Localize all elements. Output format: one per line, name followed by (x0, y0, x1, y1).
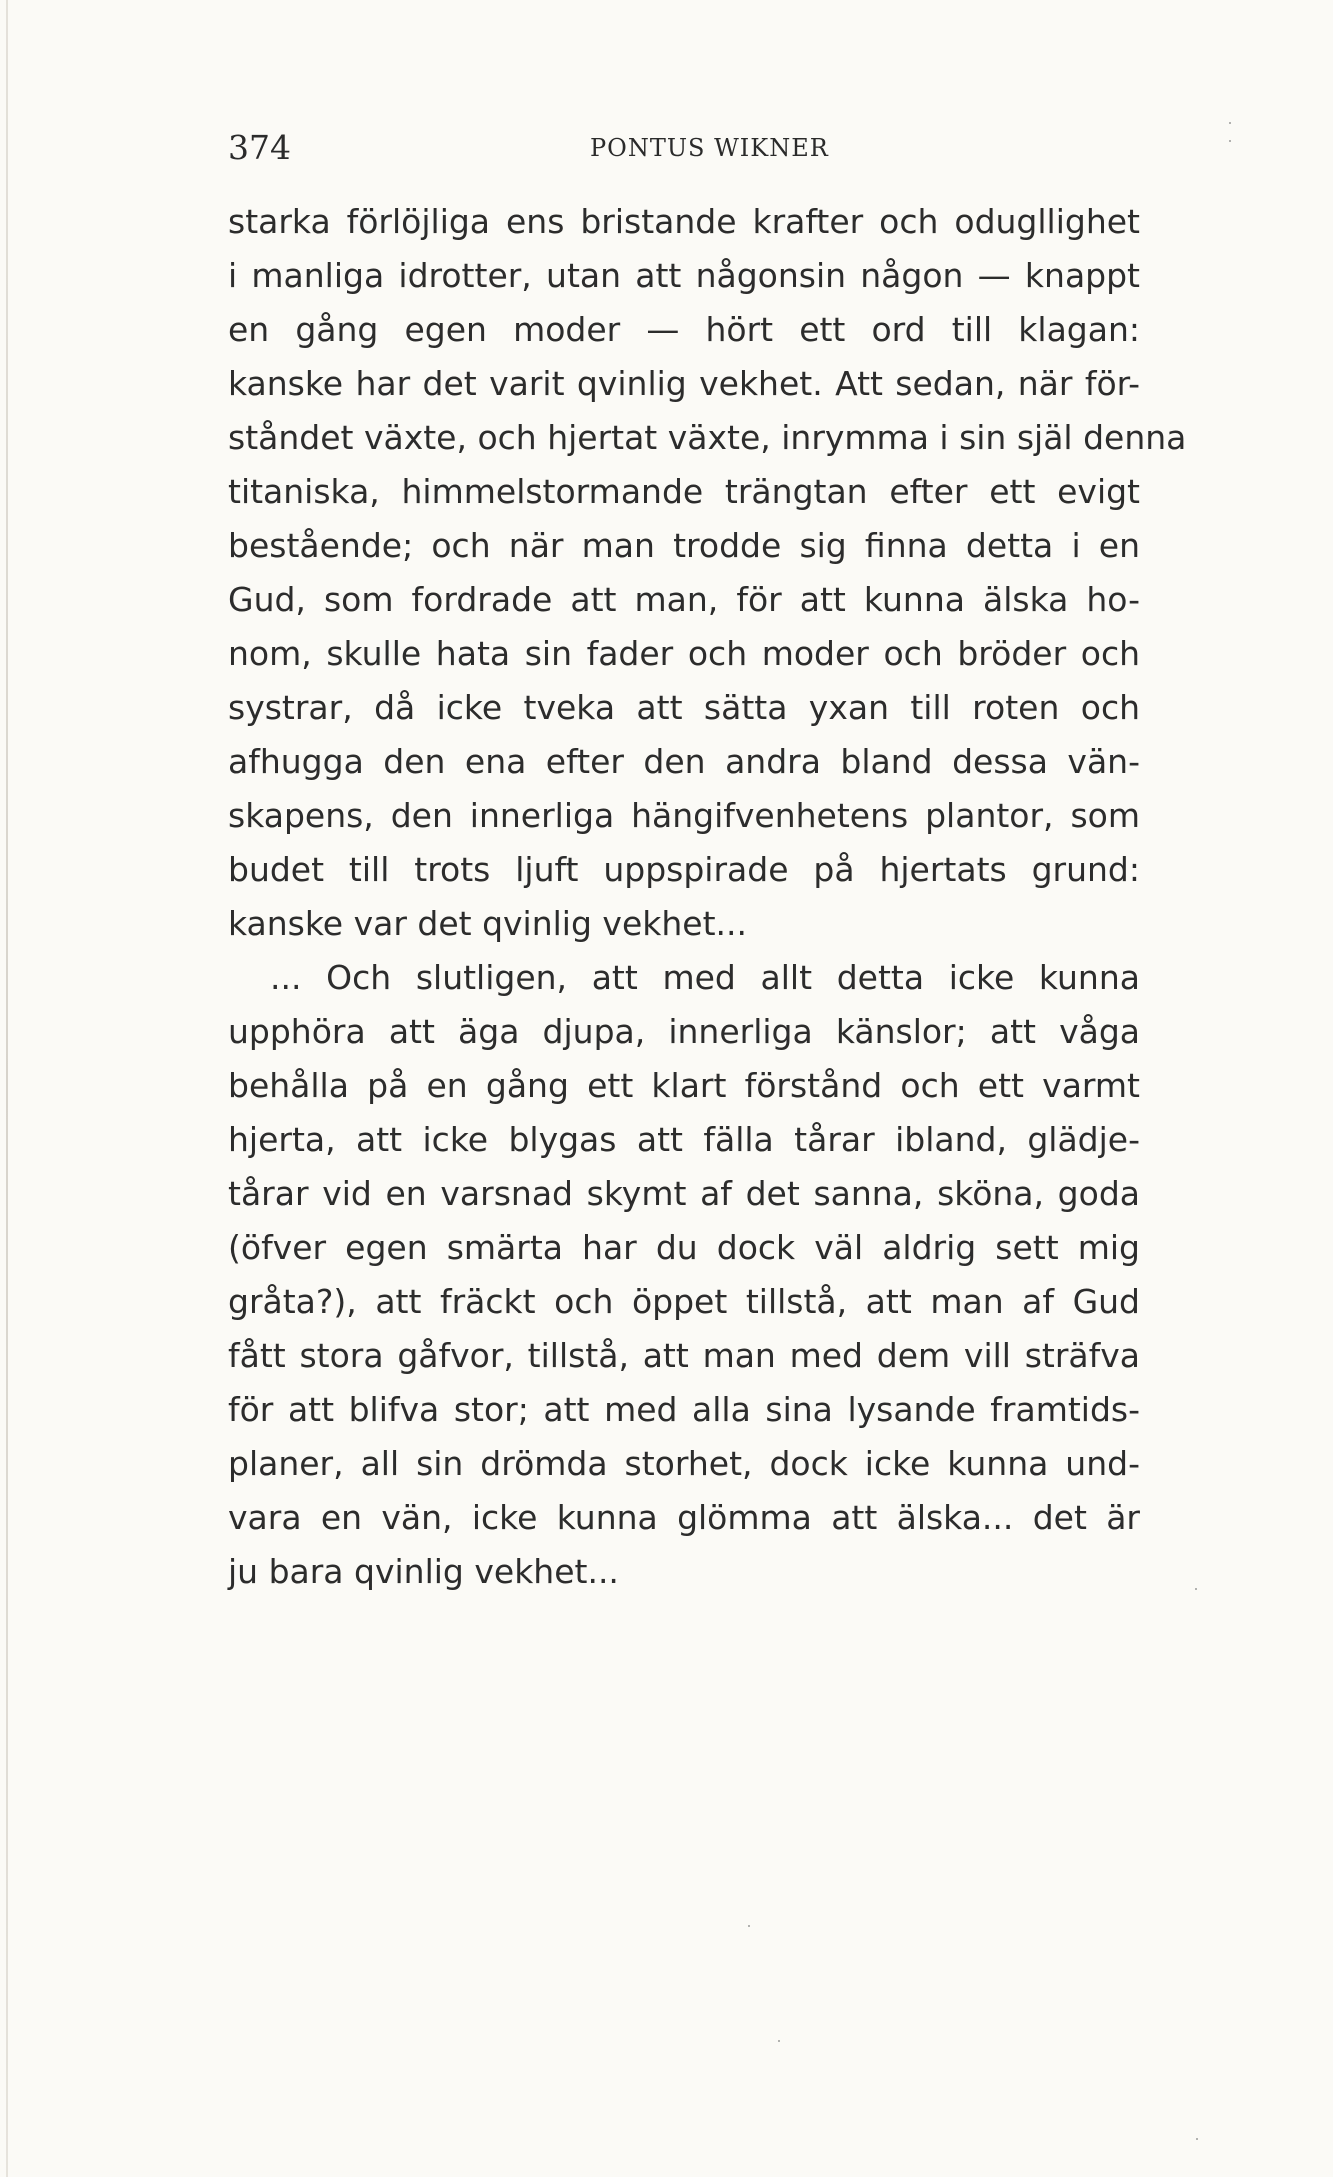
text-line: en gång egen moder — hört ett ord till klagan: (228, 310, 1140, 349)
text-line: gråta?), att fräckt och öppet tillstå, att man af Gud (228, 1282, 1140, 1321)
page-header (228, 122, 1150, 178)
running-head: PONTUS WIKNER (590, 134, 829, 162)
text-line: behålla på en gång ett klart förstånd och ett varmt (228, 1066, 1140, 1105)
page-spine-edge (6, 0, 8, 2177)
text-line: skapens, den innerliga hängifvenhetens plantor, som (228, 796, 1140, 835)
text-line: systrar, då icke tveka att sätta yxan till roten och (228, 688, 1140, 727)
text-line: titaniska, himmelstormande trängtan efter ett evigt (228, 472, 1140, 511)
text-line: bestående; och när man trodde sig finna detta i en (228, 526, 1140, 565)
text-line: starka förlöjliga ens bristande krafter och odugllighet (228, 202, 1140, 241)
text-line: budet till trots ljuft uppspirade på hjertats grund: (228, 850, 1140, 889)
text-line: vara en vän, icke kunna glömma att älska... det är (228, 1498, 1140, 1537)
text-line: Gud, som fordrade att man, för att kunna älska ho- (228, 580, 1140, 619)
text-line: kanske var det qvinlig vekhet... (228, 904, 747, 943)
text-line: fått stora gåfvor, tillstå, att man med dem vill sträfva (228, 1336, 1140, 1375)
paper-speck (1229, 140, 1231, 142)
text-line: i manliga idrotter, utan att någonsin någon — knappt (228, 256, 1140, 295)
text-line: nom, skulle hata sin fader och moder och bröder och (228, 634, 1140, 673)
paper-speck (1195, 1588, 1197, 1590)
body-text (228, 195, 1187, 1599)
text-line: ... Och slutligen, att med allt detta icke kunna (270, 958, 1140, 997)
paper-speck (1229, 122, 1231, 124)
text-line: kanske har det varit qvinlig vekhet. Att sedan, när för- (228, 364, 1140, 403)
text-line: (öfver egen smärta har du dock väl aldrig sett mig (228, 1228, 1140, 1267)
page-number: 374 (228, 128, 291, 167)
text-line: tårar vid en varsnad skymt af det sanna, sköna, goda (228, 1174, 1140, 1213)
text-line: ju bara qvinlig vekhet... (228, 1552, 619, 1591)
text-line: afhugga den ena efter den andra bland dessa vän- (228, 742, 1140, 781)
paper-speck (748, 1925, 750, 1927)
text-line: hjerta, att icke blygas att fälla tårar ibland, glädje- (228, 1120, 1140, 1159)
paper-speck (778, 2040, 780, 2042)
paper-speck (1196, 2138, 1198, 2140)
text-line: för att blifva stor; att med alla sina lysande framtids- (228, 1390, 1140, 1429)
text-line: ståndet växte, och hjertat växte, inrymma i sin själ denna (228, 418, 1187, 457)
text-line: planer, all sin drömda storhet, dock icke kunna und- (228, 1444, 1140, 1483)
text-line: upphöra att äga djupa, innerliga känslor; att våga (228, 1012, 1140, 1051)
